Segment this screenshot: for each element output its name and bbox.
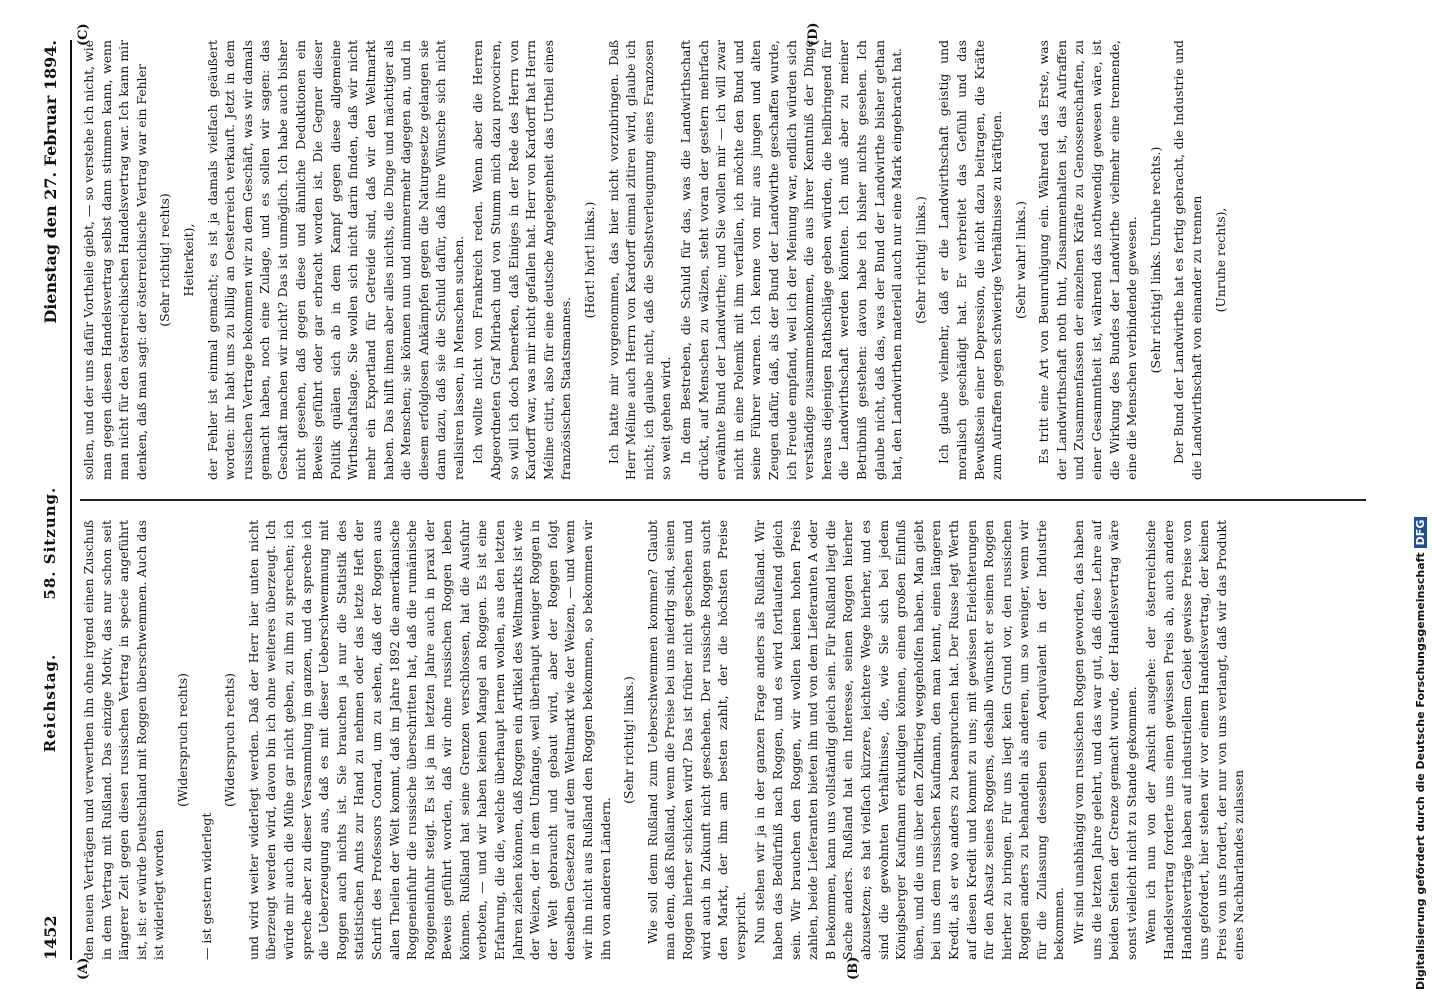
paragraph: Wir sind unabhängig vom russischen Roggen geworden, das haben uns die letzten Jahre gelehrt, und das war gut, daß diese Lehre auf beiden Seiten der Grenze gemacht wurde, der Handelsvertrag wäre sonst vielleicht nicht zu Stande gekommen. <box>1071 520 1139 960</box>
paragraph: Wie soll denn Rußland zum Ueberschwemmen kommen? Glaubt man denn, daß Rußland, wenn die Preise bei uns niedrig sind, seinen Roggen hierher schicken wird? Das ist früher nicht geschehen und wird auch in Zukunft nicht geschehen. Der russische Roggen sucht den Markt, der ihm am besten zahlt, der die höchsten Preise verspricht. <box>644 520 748 960</box>
header-parliament: Reichstag. <box>41 653 59 753</box>
interjection: (Widerspruch rechts) <box>222 673 238 807</box>
paragraph: Nun stehen wir ja in der ganzen Frage anders als Rußland. Wir haben das Bedürfniß nach Roggen, und es wird fortlaufend gleich sein. Wir brauchen den Roggen, wir wollen keinen hohen Preis zahlen, beide Lieferanten bieten ihn und von dem Lieferanten A oder B bekommen, kann uns vollständig gleich sein. Für Rußland liegt die Sache anders. Rußland hat ein Interesse, seinen Roggen hierher abzusetzen; es hat vielfach kürzere, leichtere Wege hierher, und es sind die gewohnten Verhältnisse, die, wie Sie sich bei jedem Königsberger Kaufmann erkundigen können, einen großen Einfluß üben, und die uns über den Zollkrieg weggeholfen haben. Man giebt bei uns dem russischen Kaufmann, den man kennt, einen längeren Kredit, als er wo anders zu beanspruchen hat. Der Russe legt Werth auf diesen Kredit und kommt zu uns; mit gewissen Erleichterungen für den Absatz seines Roggens, deshalb wünscht er seinen Roggen hierher zu bringen. Für uns liegt kein Grund vor, den russischen Roggen anders zu behandeln als anderen, um so weniger, wenn wir für die Zulassung desselben ein Aequivalent in der Industrie bekommen. <box>752 520 1067 960</box>
paragraph: den neuen Verträgen und verwerthen ihn ohne irgend einen Zuschuß in dem Vertrag mit Rußland. Das einzige Motiv, das nur schon seit längerer Zeit gegen diesen russischen Vertrag in specie angeführt ist, ist: er würde Deutschland mit Roggen überschwemmen. Auch das ist widerlegt worden <box>81 520 167 960</box>
paragraph: Ich hatte mir vorgenommen, das hier nicht vorzubringen. Daß Herr Méline auch Herrn von Kardorff einmal zitiren wird, glaube ich nicht; ich glaube nicht, daß die Selbstverleugnung eines Franzosen so weit gehen wird. <box>605 40 674 480</box>
header-session: 58. Sitzung. <box>41 486 59 600</box>
interjection: (Sehr richtig! links. Unruhe rechts.) <box>1147 146 1163 374</box>
right-column <box>80 40 1366 480</box>
paragraph: der Fehler ist einmal gemacht; es ist ja damals vielfach geäußert worden: ihr habt uns zu billig an Oesterreich verkauft. Jetzt in dem russischen Vertrage bekommen wir zu dem Geschäft, was wir damals gemacht haben, noch eine Zulage, und es sollen wir sagen: das Geschäft machen wir nicht? Das ist unmöglich. Ich habe auch bisher nicht gesehen, daß gegen diese und ähnliche Deduktionen ein Beweis geführt oder gar erbracht worden ist. Die Gegner dieser Politik quälen sich ab in dem Kampf gegen diese allgemeine Wirthschaftslage. Sie wollen sich nicht darin finden, daß wir nicht mehr ein Exportland für Getreide sind, daß wir den Weltmarkt haben. Das hilft ihnen aber alles nichts, die Dinge und mächtiger als die Menschen; sie können nun und nimmermehr dagegen an, und in diesem erfolglosen Ankämpfen gegen die Naturgesetze gelangen sie dann dazu, daß sie die Schuld dafür, daß ihre Wünsche sich nicht realisiren lassen, in Menschen suchen. <box>204 40 466 480</box>
credit-text: Digitalisierung gefördert durch die Deutsche Forschungsgemeinschaft <box>1414 552 1427 990</box>
interjection: (Widerspruch rechts) <box>174 673 190 807</box>
page-number: 1452 <box>40 915 60 960</box>
interjection: Heiterkeit), <box>180 223 196 297</box>
paragraph: Ich wollte nicht von Frankreich reden. Wenn aber die Herren Abgeordneten Graf Mirbach und von Stumm mich dazu provociren, so will ich doch bemerken, daß Einiges in der Rede des Herrn von Kardorff war, was mir nicht gefallen hat. Herr von Kardorff hat Herrn Méline citirt, also für eine deutsche Angelegenheit das Urtheil eines französischen Staatsmannes. <box>470 40 574 480</box>
interjection: (Hört! hört! links.) <box>582 201 598 319</box>
interjection: (Sehr richtig! links.) <box>912 196 928 324</box>
interjection: (Sehr richtig! links.) <box>621 676 637 804</box>
paragraph: — ist gestern widerlegt <box>198 812 214 960</box>
paragraph: sollen, und der uns dafür Vortheile giebt, — so verstehe ich nicht, wie man gegen diesen Handelsvertrag selbst dann stimmen kann, wenn man nicht für den österreichischen Handelsvertrag war. Ich kann mir denken, daß man sagt: der österreichische Vertrag war ein Fehler <box>81 40 149 480</box>
header-center <box>41 463 59 777</box>
document-page <box>26 20 1406 980</box>
left-column <box>80 520 1366 960</box>
paragraph: Wenn ich nun von der Ansicht ausgehe: der österreichische Handelsvertrag forderte uns einen gewissen Preis ab, auch andere Handelsverträge haben auf industriellem Gebiet gewisse Preise von uns gefordert, hier stehen wir vor einem Handelsvertrag, der keinen Preis von uns fordert, der nur von uns verlangt, daß wir das Produkt eines Nachbarlandes zulassen <box>1143 520 1247 960</box>
dfg-logo: DFG <box>1414 517 1427 549</box>
margin-marker-c: (C) <box>76 23 91 46</box>
paragraph: Es tritt eine Art von Beunruhigung ein. Während das Erste, was der Landwirthschaft noth thut, Zusammenhalten ist, das Aufraffen und Zusammenfassen der einzelnen Kräfte zu Genossenschaften, zu einer Gesammtheit ist, während das nothwendig gewesen wäre, ist die Wirkung des Bundes der Landwirthe vielmehr eine trennende, eine die Menschen verbindende gewesen. <box>1036 40 1140 480</box>
interjection: (Sehr wahr! links.) <box>1012 201 1028 319</box>
interjection: (Unruhe rechts), <box>1212 207 1228 313</box>
interjection: (Sehr richtig! rechts) <box>157 193 173 327</box>
paragraph: In dem Bestreben, die Schuld für das, was die Landwirthschaft drückt, auf Menschen zu wälzen, steht voran der gestern mehrfach erwähnte Bund der Landwirthe; und Sie wollen mir — ich will zwar nicht in eine Polemik mit ihm verfallen, ich möchte den Bund und seine Führer warnen. Ich kenne von mir aus jungen und alten Zeugen dafür, daß, als der Bund der Landwirthe geschaffen wurde, ich Freude empfand, weil ich der Meinung war, endlich würden sich verständige zusammenkommen, die aus ihrer Kenntniß der Dinge heraus diejenigen Rathschläge geben würden, die heilbringend für die Landwirthschaft werden könnten. Ich muß aber zu meiner Betrübniß gestehen: davon habe ich bisher nichts gesehen. Ich glaube nicht, daß das, was der Bund der Landwirthe bisher gethan hat, den Landwirthen materiell auch nur eine Mark eingebracht hat. <box>678 40 905 480</box>
header-date: Dienstag den 27. Februar 1894. <box>40 40 60 324</box>
credit-line <box>1414 517 1427 990</box>
column-divider <box>80 500 1366 502</box>
paragraph: Ich glaube vielmehr, daß er die Landwirthschaft geistig und moralisch geschädigt hat. Er verbreitet das Gefühl und das Bewußtsein einer Depression, die nicht dazu beitragen, die Kräfte zum Aufraffen gegen schwierige Verhältnisse zu kräftigen. <box>936 40 1005 480</box>
paragraph: und wird weiter widerlegt werden. Daß der Herr hier unten nicht überzeugt werden wird, davon bin ich ohne weiteres überzeugt. Ich würde mir auch die Mühe gar nicht geben, zu ihm zu sprechen; ich spreche aber zu dieser Versammlung im ganzen, und da spreche ich die Ueberzeugung aus, daß es mit dieser Ueberschwemmung mit Roggen auch nichts ist. Sie brauchen ja nur die Statistik des statistischen Amts zur Hand zu nehmen oder das letzte Heft der Schrift des Professors Conrad, um zu sehen, daß der Roggen aus allen Theilen der Welt kommt, daß im Jahre 1892 die amerikanische Roggeneinfuhr die russische überschritten hat, daß die rumänische Roggeneinfuhr steigt. Es ist ja im letzten Jahre auch in praxi der Beweis geführt worden, daß wir ohne russischen Roggen leben können. Rußland hat seine Grenzen verschlossen, hat die Ausfuhr verboten, — und wir haben keinen Mangel an Roggen. Es ist eine Erfahrung, die die, welche überhaupt lernen wollen, aus den letzten Jahren ziehen können, daß Roggen ein Artikel des Weltmarkts ist wie der Weizen, der in dem Umfange, weil überhaupt weniger Roggen in der Welt gebraucht und gebaut wird, aber der Roggen folgt denselben Gesetzen auf dem Weltmarkt wie der Weizen, — und wenn wir ihn nicht aus Rußland den Roggen bekommen, so bekommen wir ihn von anderen Ländern. <box>245 520 613 960</box>
paragraph: Der Bund der Landwirthe hat es fertig gebracht, die Industrie und die Landwirthschaft von einander zu trennen <box>1171 40 1205 480</box>
margin-marker-a: (A) <box>76 957 91 980</box>
page-header <box>30 40 72 960</box>
digitization-credit <box>1410 0 1432 1000</box>
margin-marker-d: (D) <box>806 22 821 46</box>
margin-marker-b: (B) <box>846 956 861 980</box>
